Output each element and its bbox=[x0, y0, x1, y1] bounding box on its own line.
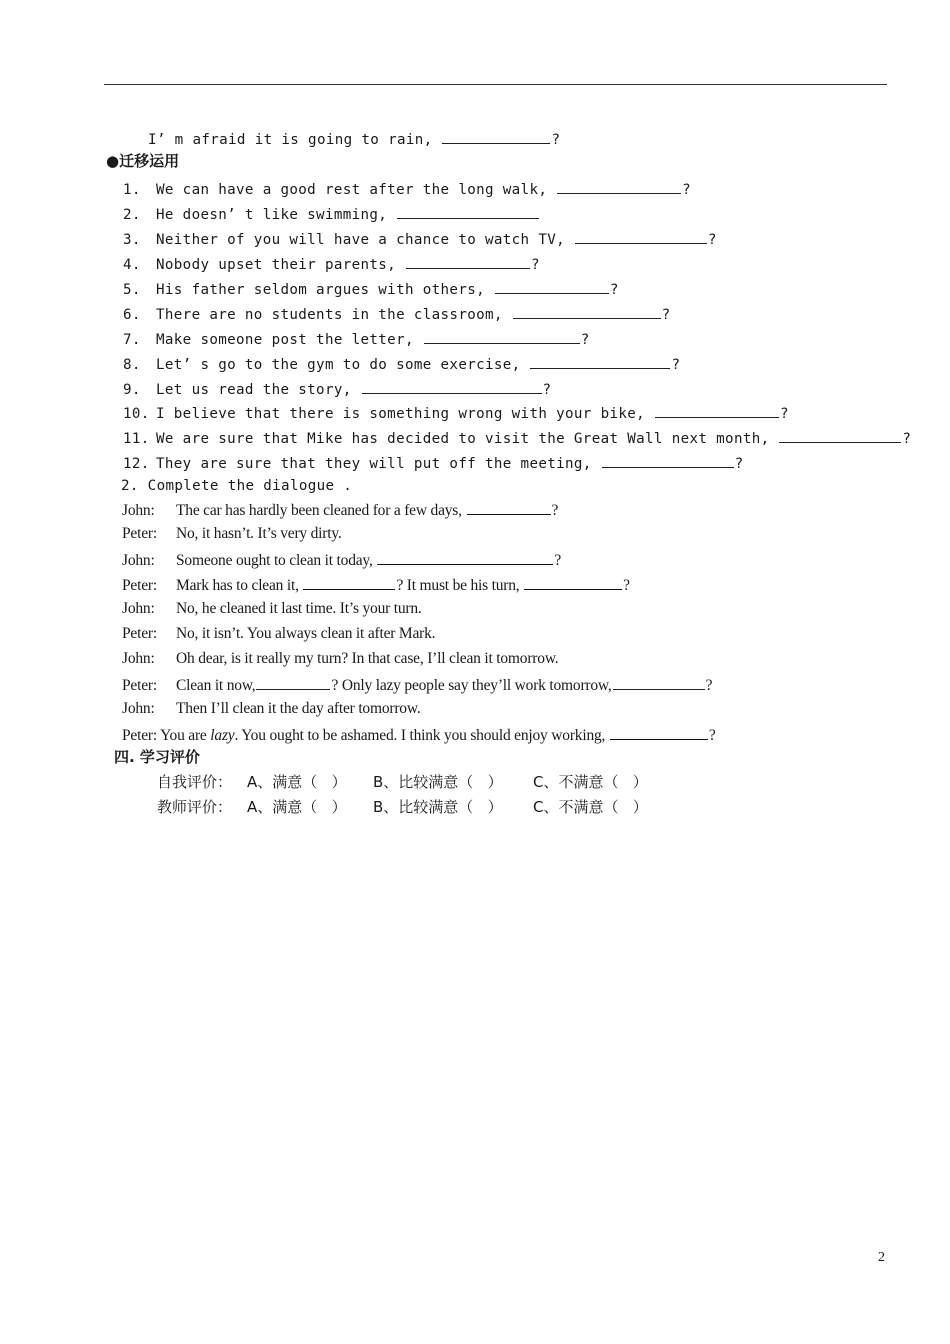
exercise-number: 12. bbox=[123, 456, 150, 472]
exercise-end: ? bbox=[779, 406, 789, 422]
answer-blank[interactable] bbox=[377, 551, 553, 565]
option-fairly-satisfied[interactable]: B、比较满意（ ） bbox=[373, 798, 503, 816]
answer-blank[interactable] bbox=[613, 676, 705, 690]
dialogue-line bbox=[122, 701, 421, 717]
evaluation-label: 教师评价： bbox=[157, 798, 233, 816]
exercise-end: ? bbox=[661, 307, 671, 323]
exercise-text: Nobody upset their parents, bbox=[156, 257, 405, 273]
dialogue-text: . You ought to be ashamed. I think you should enjoy working, bbox=[234, 727, 609, 744]
speaker-label: Peter: bbox=[122, 625, 157, 642]
emphasis-text: lazy bbox=[210, 727, 235, 744]
answer-blank[interactable] bbox=[467, 501, 551, 515]
exercise-number: 3. bbox=[123, 232, 141, 248]
exercise-number: 2. bbox=[123, 207, 141, 223]
speaker-label: John: bbox=[122, 600, 155, 617]
answer-blank[interactable] bbox=[530, 355, 670, 369]
speaker-label: Peter: bbox=[122, 577, 157, 594]
dialogue-text: ? bbox=[705, 677, 713, 694]
dialogue-text: No, he cleaned it last time. It’s your turn. bbox=[176, 600, 422, 617]
exercise-item bbox=[123, 280, 619, 297]
exercise-text: There are no students in the classroom, bbox=[156, 307, 512, 323]
option-fairly-satisfied[interactable]: B、比较满意（ ） bbox=[373, 773, 503, 791]
evaluation-row bbox=[157, 800, 648, 815]
dialogue-line bbox=[122, 526, 342, 542]
dialogue-text: ? Only lazy people say they’ll work tomorrow, bbox=[331, 677, 612, 694]
speaker-label: John: bbox=[122, 650, 155, 667]
speaker-label: John: bbox=[122, 700, 155, 717]
evaluation-label: 自我评价： bbox=[157, 773, 233, 791]
exercise-end: ? bbox=[902, 431, 912, 447]
answer-blank[interactable] bbox=[557, 180, 681, 194]
intro-text: I’ m afraid it is going to rain, bbox=[148, 132, 442, 148]
exercise-number: 6. bbox=[123, 307, 141, 323]
dialogue-text: Clean it now, bbox=[176, 677, 256, 694]
exercise-item bbox=[123, 230, 717, 247]
dialogue-text: No, it hasn’t. It’s very dirty. bbox=[176, 525, 342, 542]
answer-blank[interactable] bbox=[610, 726, 708, 740]
answer-blank[interactable] bbox=[513, 305, 661, 319]
speaker-label: Peter: bbox=[122, 727, 157, 744]
exercise-text: We are sure that Mike has decided to visit the Great Wall next month, bbox=[156, 431, 779, 447]
intro-end: ? bbox=[551, 132, 561, 148]
dialogue-text: You are bbox=[160, 727, 211, 744]
option-unsatisfied[interactable]: C、不满意（ ） bbox=[533, 773, 648, 791]
answer-blank[interactable] bbox=[424, 330, 580, 344]
exercise-text: Neither of you will have a chance to watch TV, bbox=[156, 232, 574, 248]
answer-blank[interactable] bbox=[655, 404, 779, 418]
speaker-label: Peter: bbox=[122, 677, 157, 694]
answer-blank[interactable] bbox=[602, 454, 734, 468]
exercise-text: Let’ s go to the gym to do some exercise, bbox=[156, 357, 530, 373]
exercise-end: ? bbox=[671, 357, 681, 373]
answer-blank[interactable] bbox=[524, 576, 622, 590]
exercise-item bbox=[123, 355, 680, 372]
answer-blank[interactable] bbox=[397, 205, 539, 219]
dialogue-text: The car has hardly been cleaned for a few days, bbox=[176, 502, 466, 519]
dialogue-text: No, it isn’t. You always clean it after Mark. bbox=[176, 625, 436, 642]
dialogue-text: ? bbox=[708, 727, 716, 744]
speaker-label: John: bbox=[122, 502, 155, 519]
exercise-item bbox=[123, 380, 551, 397]
option-satisfied[interactable]: A、满意（ ） bbox=[247, 773, 347, 791]
dialogue-line bbox=[122, 651, 558, 667]
answer-blank[interactable] bbox=[406, 255, 530, 269]
dialogue-line bbox=[122, 501, 558, 519]
exercise-end: ? bbox=[580, 332, 590, 348]
answer-blank[interactable] bbox=[575, 230, 707, 244]
answer-blank[interactable] bbox=[779, 429, 901, 443]
dialogue-text: ? bbox=[554, 552, 561, 569]
exercise-end: ? bbox=[734, 456, 744, 472]
exercise-item bbox=[123, 255, 540, 272]
exercise-text: We can have a good rest after the long walk, bbox=[156, 182, 557, 198]
exercise-end: ? bbox=[542, 382, 552, 398]
exercise-number: 4. bbox=[123, 257, 141, 273]
exercise-number: 11. bbox=[123, 431, 150, 447]
exercise-text: I believe that there is something wrong with your bike, bbox=[156, 406, 654, 422]
dialogue-text: ? bbox=[551, 502, 559, 519]
dialogue-line bbox=[122, 676, 712, 694]
answer-blank[interactable] bbox=[442, 130, 550, 144]
exercise-number: 1. bbox=[123, 182, 141, 198]
dialogue-text: Mark has to clean it, bbox=[176, 577, 303, 594]
exercise-text: They are sure that they will put off the meeting, bbox=[156, 456, 601, 472]
evaluation-row bbox=[157, 775, 648, 790]
exercise-item bbox=[123, 205, 540, 222]
exercise-text: His father seldom argues with others, bbox=[156, 282, 494, 298]
answer-blank[interactable] bbox=[362, 380, 542, 394]
exercise-text: He doesn’ t like swimming, bbox=[156, 207, 397, 223]
speaker-label: John: bbox=[122, 552, 155, 569]
section-title: ●迁移运用 bbox=[106, 152, 180, 170]
exercise-number: 5. bbox=[123, 282, 141, 298]
exercise-end: ? bbox=[609, 282, 619, 298]
dialogue-line bbox=[122, 726, 716, 744]
dialogue-intro: 2. Complete the dialogue . bbox=[121, 478, 353, 494]
dialogue-line bbox=[122, 576, 630, 594]
answer-blank[interactable] bbox=[495, 280, 609, 294]
exercise-item bbox=[123, 305, 671, 322]
dialogue-text: ? It must be his turn, bbox=[396, 577, 524, 594]
exercise-end: ? bbox=[707, 232, 717, 248]
dialogue-line bbox=[122, 601, 422, 617]
dialogue-text: Oh dear, is it really my turn? In that case, I’ll clean it tomorrow. bbox=[176, 650, 559, 667]
speaker-label: Peter: bbox=[122, 525, 157, 542]
exercise-end: ? bbox=[530, 257, 540, 273]
exercise-number: 7. bbox=[123, 332, 141, 348]
dialogue-text: ? bbox=[623, 577, 630, 594]
exercise-item bbox=[123, 404, 789, 421]
dialogue-text: Then I’ll clean it the day after tomorrow. bbox=[176, 700, 421, 717]
page-number: 2 bbox=[878, 1250, 885, 1265]
exercise-item bbox=[123, 180, 691, 197]
header-rule bbox=[104, 84, 887, 85]
option-satisfied[interactable]: A、满意（ ） bbox=[247, 798, 347, 816]
intro-line bbox=[148, 130, 560, 147]
dialogue-text: Someone ought to clean it today, bbox=[176, 552, 377, 569]
exercise-item bbox=[123, 429, 911, 446]
dialogue-line bbox=[122, 551, 561, 569]
exercise-text: Let us read the story, bbox=[156, 382, 361, 398]
exercise-number: 9. bbox=[123, 382, 141, 398]
exercise-item bbox=[123, 454, 744, 471]
exercise-text: Make someone post the letter, bbox=[156, 332, 423, 348]
exercise-number: 8. bbox=[123, 357, 141, 373]
evaluation-title: 四. 学习评价 bbox=[114, 748, 200, 766]
exercise-end: ? bbox=[682, 182, 692, 198]
answer-blank[interactable] bbox=[303, 576, 395, 590]
dialogue-line bbox=[122, 626, 435, 642]
answer-blank[interactable] bbox=[256, 676, 330, 690]
exercise-number: 10. bbox=[123, 406, 150, 422]
option-unsatisfied[interactable]: C、不满意（ ） bbox=[533, 798, 648, 816]
exercise-item bbox=[123, 330, 590, 347]
